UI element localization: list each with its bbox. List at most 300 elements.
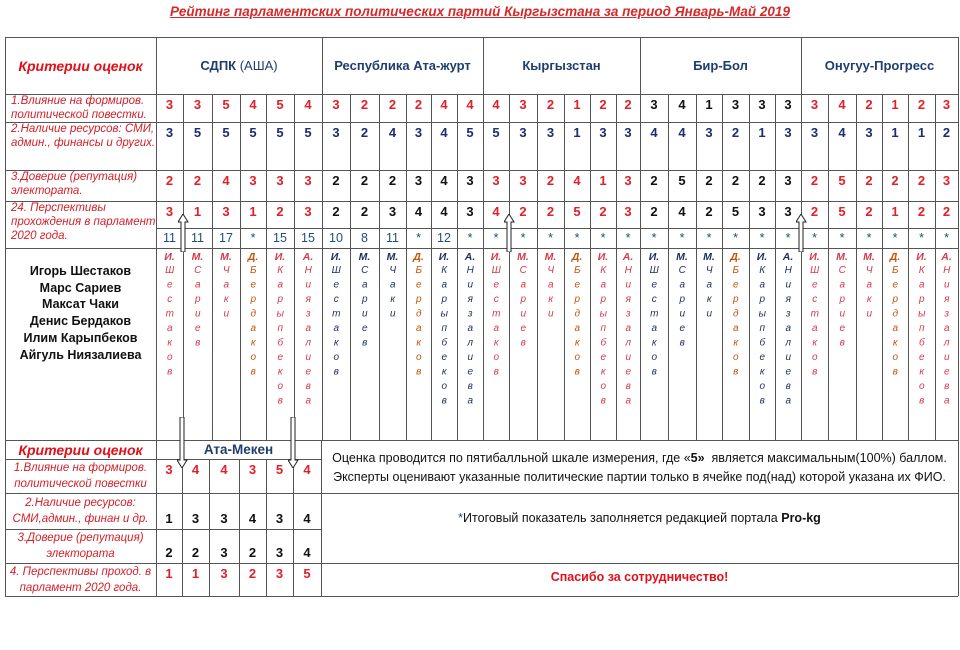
expert-vertical-name	[322, 248, 350, 440]
expert-vertical-name	[590, 248, 616, 440]
score-cell: 3	[519, 173, 527, 188]
score-cell: 2	[388, 173, 397, 188]
score-cell: 3	[414, 173, 423, 188]
score-cell: 3	[492, 173, 500, 188]
expert-vertical-name	[183, 248, 212, 440]
bottom-score-cell: 1	[165, 566, 173, 581]
expert-vertical-name	[935, 248, 958, 440]
expert-vertical-name	[722, 248, 749, 440]
arrow-down-icon	[177, 417, 185, 468]
score-cell: 2	[519, 204, 527, 219]
score-cell: 2	[276, 204, 284, 219]
party-name: Онугуу-Прогресс	[824, 58, 935, 73]
total-cell: 10	[329, 231, 343, 245]
expert-surname: Чаки	[387, 264, 399, 323]
score-cell: 4	[249, 97, 257, 112]
score-cell: 5	[573, 204, 581, 219]
bottom-score-cell: 3	[275, 545, 284, 560]
party-name: СДПК	[200, 58, 237, 73]
score-cell: 2	[360, 125, 369, 140]
score-cell: 1	[573, 125, 581, 140]
bottom-score-cell: 2	[191, 545, 200, 560]
total-cell: *	[520, 231, 526, 245]
score-cell: 3	[466, 173, 474, 188]
total-cell: *	[600, 231, 606, 245]
grid-line-h	[5, 596, 958, 597]
expert-vertical-name	[379, 248, 406, 440]
total-cell: *	[839, 231, 845, 245]
total-cell: *	[625, 231, 631, 245]
expert-vertical-name	[856, 248, 882, 440]
expert-surname: Бердаков	[571, 264, 583, 381]
score-cell: 2	[332, 173, 340, 188]
score-cell: 4	[492, 204, 500, 219]
score-cell: 1	[891, 125, 899, 140]
score-cell: 3	[304, 204, 312, 219]
footnote-text: Итоговый показатель заполняется редакцией портала	[463, 511, 782, 525]
score-cell: 1	[249, 204, 257, 219]
criterion-label: 2.Наличие ресурсов: СМИ, админ., финансы и других.	[11, 123, 156, 149]
bottom-score-cell: 3	[275, 566, 284, 581]
expert-vertical-name	[266, 248, 294, 440]
expert-vertical-name	[431, 248, 457, 440]
expert-initial: И.	[916, 251, 927, 263]
expert-vertical-name	[668, 248, 696, 440]
score-cell: 2	[650, 204, 658, 219]
expert-initial: И.	[648, 251, 660, 263]
expert-name: Марс Сариев	[39, 280, 122, 295]
thanks-message: Спасибо за сотрудничество!	[550, 570, 729, 584]
total-cell: 11	[386, 231, 399, 245]
bottom-score-cell: 2	[165, 545, 173, 560]
score-cell: 1	[573, 97, 581, 112]
total-cell: 11	[163, 231, 176, 245]
bottom-score-cell: 4	[248, 511, 257, 526]
party-header	[322, 37, 483, 94]
expert-surname: Сариев	[676, 264, 688, 352]
expert-vertical-name	[509, 248, 537, 440]
score-cell: 2	[810, 173, 819, 188]
score-cell: 3	[165, 125, 174, 140]
score-cell: 2	[705, 173, 713, 188]
score-cell: 5	[492, 125, 500, 140]
expert-surname: Шестаков	[330, 264, 342, 381]
score-cell: 4	[678, 125, 686, 140]
score-cell: 5	[249, 125, 257, 140]
score-cell: 3	[624, 204, 632, 219]
expert-surname: Бердаков	[247, 264, 259, 381]
expert-surname: Шестаков	[809, 264, 821, 381]
total-cell: *	[706, 231, 712, 245]
total-cell: *	[416, 231, 421, 245]
score-cell: 3	[810, 125, 819, 140]
expert-surname: Карыпбеков	[274, 264, 286, 410]
expert-vertical-name	[240, 248, 266, 440]
score-cell: 3	[865, 125, 873, 140]
expert-vertical-name	[406, 248, 431, 440]
expert-initial: М.	[220, 251, 232, 263]
expert-initial: А.	[622, 251, 634, 263]
expert-initial: А.	[302, 251, 314, 263]
score-cell: 4	[492, 97, 500, 112]
party-header	[156, 37, 322, 94]
expert-initial: М.	[863, 251, 875, 263]
expert-vertical-name	[483, 248, 509, 440]
expert-surname: Бердаков	[889, 264, 901, 381]
expert-surname: Шестаков	[490, 264, 502, 381]
score-cell: 3	[731, 97, 740, 112]
expert-surname: Шестаков	[648, 264, 660, 381]
party-name: Республика Ата-журт	[334, 58, 471, 73]
party-header	[483, 37, 640, 94]
party-name: Кыргызстан	[522, 58, 601, 73]
expert-surname: Ниязалиева	[941, 264, 953, 410]
score-cell: 5	[678, 173, 686, 188]
score-cell: 1	[705, 97, 713, 112]
score-cell: 3	[332, 97, 340, 112]
score-cell: 3	[784, 125, 792, 140]
total-cell: *	[785, 231, 791, 245]
score-cell: 4	[440, 97, 448, 112]
score-cell: 4	[678, 204, 686, 219]
bottom-criterion-label: 2.Наличие ресурсов: СМИ,админ., финан и др.	[12, 497, 149, 525]
score-cell: 3	[546, 125, 555, 140]
bottom-score-cell: 4	[303, 545, 311, 560]
expert-initial: И.	[809, 251, 820, 263]
expert-vertical-name	[801, 248, 828, 440]
expert-vertical-name	[908, 248, 935, 440]
bottom-score-cell: 3	[220, 566, 228, 581]
bottom-score-cell: 2	[248, 545, 257, 560]
bottom-score-cell: 3	[248, 462, 257, 477]
criteria-header: Критерии оценок	[18, 57, 143, 74]
expert-surname: Чаки	[703, 264, 715, 323]
expert-surname: Ниязалиева	[302, 264, 314, 410]
score-cell: 2	[650, 173, 658, 188]
score-cell: 2	[332, 204, 340, 219]
score-cell: 5	[276, 125, 284, 140]
score-cell: 2	[865, 204, 873, 219]
asterisk: *	[458, 511, 464, 525]
score-cell: 3	[414, 125, 423, 140]
score-cell: 1	[891, 204, 899, 219]
note-text: Оценка проводится по пятибалльной шкале измерения, где «	[332, 450, 691, 465]
expert-initial: М.	[517, 251, 529, 263]
score-cell: 3	[304, 173, 312, 188]
score-cell: 5	[193, 125, 202, 140]
expert-vertical-name	[828, 248, 856, 440]
total-cell: *	[866, 231, 872, 245]
expert-surname: Сариев	[192, 264, 204, 352]
total-cell: *	[574, 231, 580, 245]
expert-initial: Д.	[413, 251, 424, 263]
expert-surname: Чаки	[545, 264, 557, 323]
expert-surname: Сариев	[359, 264, 371, 352]
score-cell: 5	[838, 204, 846, 219]
note-text: является максимальным(100%) баллом.	[704, 450, 947, 465]
score-cell: 3	[624, 173, 632, 188]
score-cell: 2	[942, 204, 951, 219]
expert-vertical-name	[640, 248, 668, 440]
bottom-score-cell: 1	[191, 566, 200, 581]
score-cell: 2	[414, 97, 423, 112]
score-cell: 4	[440, 173, 448, 188]
bottom-score-cell: 3	[220, 511, 228, 526]
expert-surname: Карыпбеков	[438, 264, 450, 410]
score-cell: 4	[678, 97, 686, 112]
expert-initial: М.	[544, 251, 557, 263]
total-cell: *	[919, 231, 924, 245]
score-cell: 2	[360, 97, 369, 112]
expert-vertical-name	[775, 248, 801, 440]
expert-initial: М.	[676, 251, 688, 263]
score-cell: 3	[810, 97, 819, 112]
score-cell: 3	[758, 97, 766, 112]
score-cell: 3	[388, 204, 397, 219]
expert-initial: И.	[330, 251, 342, 263]
expert-vertical-name	[564, 248, 590, 440]
score-cell: 3	[276, 173, 284, 188]
expert-surname: Ниязалиева	[464, 264, 476, 410]
score-cell: 2	[865, 97, 873, 112]
score-cell: 4	[414, 204, 423, 219]
expert-surname: Бердаков	[730, 264, 742, 381]
expert-vertical-name	[696, 248, 722, 440]
footnote	[321, 493, 958, 563]
expert-vertical-name	[294, 248, 322, 440]
expert-name: Илим Карыпбеков	[23, 330, 138, 345]
total-cell: 15	[273, 231, 287, 245]
bottom-score-cell: 4	[220, 462, 228, 477]
expert-surname: Чаки	[220, 264, 232, 323]
score-cell: 2	[546, 204, 555, 219]
score-cell: 5	[731, 204, 740, 219]
expert-surname: Карыпбеков	[916, 264, 928, 410]
total-cell: *	[250, 231, 256, 245]
score-cell: 3	[249, 173, 257, 188]
party-header	[801, 37, 958, 94]
score-cell: 4	[440, 204, 448, 219]
expert-initial: И.	[597, 251, 609, 263]
score-cell: 3	[599, 125, 607, 140]
score-cell: 2	[360, 173, 369, 188]
score-cell: 3	[650, 97, 658, 112]
note-line-1	[332, 449, 947, 468]
score-cell: 4	[304, 97, 312, 112]
page-title: Рейтинг парламентских политических партий Кыргызстана за период Январь-Май 2019	[170, 4, 790, 19]
total-cell: 15	[301, 231, 315, 245]
arrow-up-icon	[796, 214, 804, 252]
expert-surname: Сариев	[836, 264, 848, 352]
party-header-ata-meken: Ата-Мекен	[203, 442, 274, 457]
party-header	[640, 37, 801, 94]
party-name-suffix: (АША)	[236, 58, 278, 73]
score-cell: 5	[276, 97, 284, 112]
portal-name: Pro-kg	[781, 511, 821, 525]
total-cell: 8	[361, 231, 368, 245]
score-cell: 3	[466, 204, 474, 219]
bottom-criterion-label: 4. Перспективы проход. в парламент 2020 года.	[9, 565, 152, 594]
score-cell: 3	[784, 97, 792, 112]
score-cell: 2	[917, 97, 926, 112]
total-cell: 11	[191, 231, 204, 245]
total-cell: *	[733, 231, 738, 245]
expert-initial: А.	[782, 251, 794, 263]
expert-initial: Д.	[730, 251, 741, 263]
bottom-score-cell: 2	[248, 566, 257, 581]
score-cell: 2	[810, 204, 819, 219]
score-cell: 3	[193, 97, 202, 112]
note-text: 5»	[690, 450, 705, 465]
expert-initial: А.	[464, 251, 476, 263]
expert-vertical-name	[156, 248, 183, 440]
criterion-label: 3.Доверие (репутация) электората.	[11, 171, 138, 197]
expert-list	[5, 248, 156, 440]
score-cell: 3	[624, 125, 632, 140]
score-cell: 4	[838, 97, 846, 112]
expert-initial: И.	[438, 251, 450, 263]
expert-surname: Карыпбеков	[756, 264, 768, 410]
score-cell: 2	[917, 204, 926, 219]
criterion-label: 1.Влияние на формиров. политической повестки.	[11, 95, 147, 121]
score-cell: 2	[731, 125, 740, 140]
party-name: Бир-Бол	[693, 58, 748, 73]
score-cell: 3	[222, 204, 230, 219]
score-cell: 2	[360, 204, 369, 219]
expert-initial: И.	[274, 251, 286, 263]
score-cell: 2	[731, 173, 740, 188]
total-cell: *	[467, 231, 473, 245]
score-cell: 3	[165, 97, 174, 112]
note-line-2: Эксперты оценивают указанные политические партии только в ячейке под(над) которой указана их ФИО.	[333, 469, 946, 484]
score-cell: 2	[599, 204, 607, 219]
expert-initial: И.	[756, 251, 768, 263]
score-cell: 4	[838, 125, 846, 140]
arrow-up-icon	[178, 214, 186, 252]
expert-surname: Ниязалиева	[782, 264, 794, 410]
total-cell: *	[651, 231, 657, 245]
score-cell: 3	[519, 125, 527, 140]
score-cell: 2	[917, 173, 926, 188]
score-cell: 1	[891, 97, 899, 112]
score-cell: 2	[891, 173, 899, 188]
expert-name: Айгуль Ниязалиева	[19, 347, 142, 362]
score-cell: 3	[165, 204, 174, 219]
score-cell: 1	[917, 125, 926, 140]
bottom-score-cell: 4	[191, 462, 200, 477]
expert-vertical-name	[350, 248, 379, 440]
expert-initial: М.	[191, 251, 204, 263]
expert-name: Максат Чаки	[42, 297, 119, 312]
expert-vertical-name	[537, 248, 564, 440]
score-cell: 3	[784, 173, 792, 188]
grid-line-v	[958, 94, 959, 440]
total-cell: *	[944, 231, 949, 245]
score-cell: 2	[388, 97, 397, 112]
expert-surname: Карыпбеков	[597, 264, 609, 410]
score-cell: 1	[758, 125, 766, 140]
expert-initial: Д.	[571, 251, 583, 263]
score-cell: 4	[222, 173, 230, 188]
expert-initial: М.	[703, 251, 715, 263]
total-cell: *	[679, 231, 685, 245]
bottom-score-cell: 3	[165, 462, 173, 477]
expert-vertical-name	[457, 248, 483, 440]
score-cell: 1	[193, 204, 202, 219]
expert-initial: И.	[490, 251, 502, 263]
bottom-score-cell: 3	[220, 545, 228, 560]
bottom-score-cell: 4	[303, 511, 311, 526]
score-cell: 4	[650, 125, 658, 140]
score-cell: 2	[758, 173, 766, 188]
bottom-score-cell: 5	[275, 462, 284, 477]
expert-initial: М.	[836, 251, 848, 263]
score-cell: 5	[222, 125, 230, 140]
score-cell: 5	[222, 97, 230, 112]
total-cell: *	[493, 231, 499, 245]
expert-initial: Д.	[889, 251, 901, 263]
expert-initial: И.	[164, 251, 175, 263]
expert-vertical-name	[212, 248, 240, 440]
score-cell: 2	[624, 97, 632, 112]
score-cell: 2	[942, 125, 951, 140]
bottom-score-cell: 3	[275, 511, 284, 526]
expert-vertical-name	[616, 248, 640, 440]
score-cell: 3	[332, 125, 340, 140]
score-cell: 4	[388, 125, 397, 140]
expert-initial: М.	[386, 251, 399, 263]
score-cell: 3	[758, 204, 766, 219]
score-cell: 3	[942, 173, 951, 188]
score-cell: 5	[466, 125, 474, 140]
expert-surname: Сариев	[517, 264, 529, 352]
total-cell: *	[548, 231, 553, 245]
total-cell: 12	[437, 231, 451, 245]
score-cell: 4	[466, 97, 474, 112]
score-cell: 2	[865, 173, 873, 188]
bottom-score-cell: 3	[191, 511, 200, 526]
expert-vertical-name	[749, 248, 775, 440]
expert-surname: Чаки	[863, 264, 875, 323]
expert-vertical-name	[882, 248, 908, 440]
score-cell: 3	[519, 97, 527, 112]
total-cell: *	[759, 231, 765, 245]
bottom-score-cell: 5	[303, 566, 311, 581]
score-cell: 2	[165, 173, 174, 188]
bottom-criterion-label: 1.Влияние на формиров. политической повестки	[13, 462, 148, 490]
score-cell: 5	[304, 125, 312, 140]
score-cell: 3	[942, 97, 951, 112]
bottom-criteria-header: Критерии оценок	[18, 441, 143, 458]
score-cell: 1	[599, 173, 607, 188]
expert-name: Денис Бердаков	[29, 314, 132, 329]
score-cell: 3	[784, 204, 792, 219]
expert-initial: М.	[358, 251, 371, 263]
score-cell: 4	[440, 125, 448, 140]
score-cell: 2	[705, 204, 713, 219]
total-cell: *	[812, 231, 817, 245]
expert-surname: Ниязалиева	[622, 264, 634, 410]
score-cell: 3	[705, 125, 713, 140]
expert-initial: А.	[941, 251, 952, 263]
expert-initial: Д.	[247, 251, 259, 263]
total-cell: *	[892, 231, 898, 245]
total-cell: 17	[219, 231, 233, 245]
score-cell: 2	[193, 173, 202, 188]
expert-surname: Бердаков	[413, 264, 425, 381]
arrow-down-icon	[288, 417, 296, 468]
grid-line-v	[958, 37, 959, 94]
